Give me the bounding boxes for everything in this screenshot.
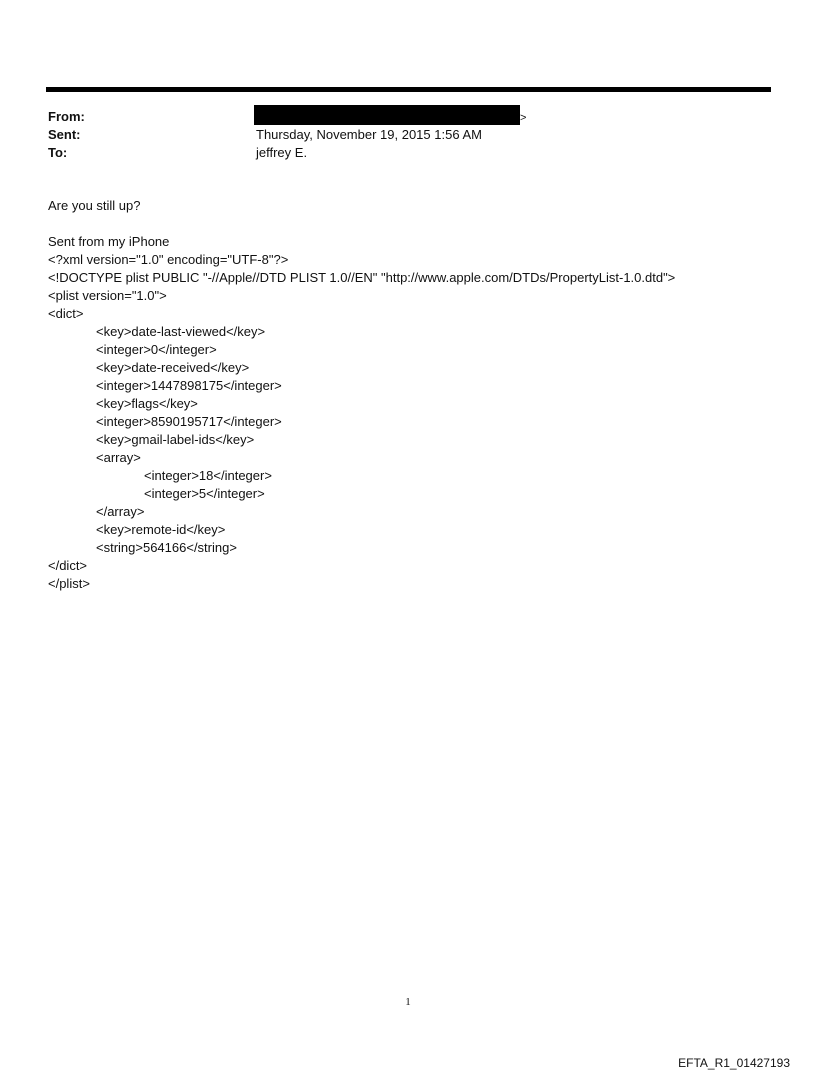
plist-line: <?xml version="1.0" encoding="UTF-8"?>	[48, 252, 289, 267]
bates-number: EFTA_R1_01427193	[678, 1056, 790, 1070]
plist-line: <integer>8590195717</integer>	[96, 414, 282, 429]
plist-line: <string>564166</string>	[96, 540, 237, 555]
plist-line: <plist version="1.0">	[48, 288, 167, 303]
spacer	[48, 215, 788, 233]
plist-line: <key>remote-id</key>	[96, 522, 226, 537]
to-row	[48, 144, 768, 162]
signature-text: Sent from my iPhone	[48, 234, 170, 249]
redaction-block	[254, 105, 520, 125]
greeting-text: Are you still up?	[48, 198, 141, 213]
page-number: 1	[405, 996, 411, 1008]
plist-line: </plist>	[48, 576, 90, 591]
plist-line: </array>	[96, 504, 145, 519]
plist-line: <key>flags</key>	[96, 396, 198, 411]
plist-line: <dict>	[48, 306, 84, 321]
plist-line: <integer>5</integer>	[144, 486, 265, 501]
plist-line: <array>	[96, 450, 141, 465]
email-body	[48, 197, 788, 593]
sent-value: Thursday, November 19, 2015 1:56 AM	[256, 127, 482, 142]
from-label: From:	[48, 109, 85, 124]
plist-line: <integer>18</integer>	[144, 468, 272, 483]
plist-line: <key>gmail-label-ids</key>	[96, 432, 255, 447]
plist-line: <!DOCTYPE plist PUBLIC "-//Apple//DTD PLIST 1.0//EN" "http://www.apple.com/DTDs/PropertyList-1.0.dtd">	[48, 270, 676, 285]
plist-line: <integer>0</integer>	[96, 342, 217, 357]
from-row	[48, 108, 768, 126]
from-redacted-tail: >	[520, 112, 527, 124]
plist-line: <integer>1447898175</integer>	[96, 378, 282, 393]
sent-row	[48, 126, 768, 144]
sent-label: Sent:	[48, 127, 81, 142]
to-value: jeffrey E.	[256, 145, 308, 160]
header-rule	[46, 87, 771, 92]
plist-line: <key>date-received</key>	[96, 360, 250, 375]
plist-line: <key>date-last-viewed</key>	[96, 324, 266, 339]
to-label: To:	[48, 145, 68, 160]
email-header	[48, 108, 768, 162]
plist-line: </dict>	[48, 558, 88, 573]
